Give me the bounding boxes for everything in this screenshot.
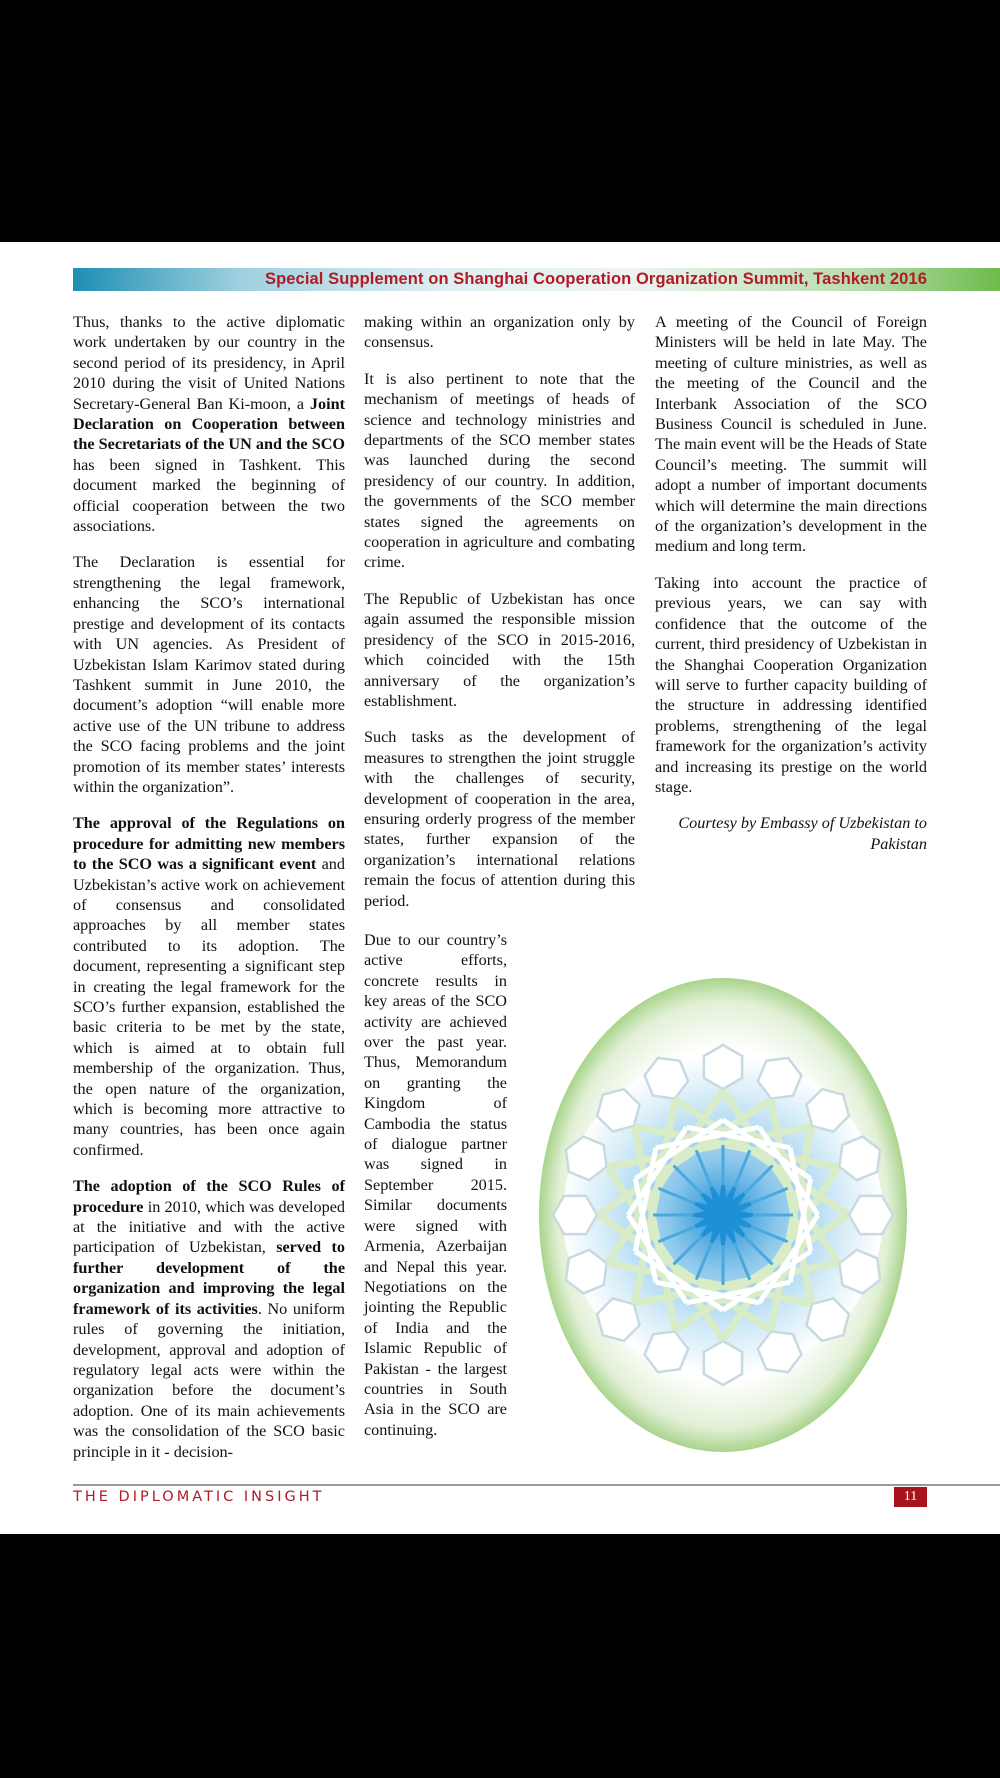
paragraph: It is also pertinent to note that the mechanism of meetings of heads of science and technology ministries and departments of the SCO member states was launched during the second presidency of our country. In addition, the governments of the SCO member states signed the agreements on cooperation in agriculture and combating crime. (364, 369, 635, 572)
supplement-banner (73, 268, 1000, 291)
paragraph: The Declaration is essential for strengthening the legal framework, enhancing the SCO’s international prestige and development of its contacts with UN agencies. As President of Uzbekistan Islam Karimov stated during Tashkent summit in June 2010, the document’s adoption “will enable more active use of the UN tribune to address the SCO facing problems and the joint promotion of its member states’ interests within the organization”. (73, 553, 345, 796)
paragraph: Such tasks as the development of measures to strengthen the joint struggle with the challenges of security, development of cooperation in the area, ensuring orderly progress of the member states, further expansion of the organization’s international relations remain the focus of attention during this period. (364, 728, 635, 910)
paragraph: Due to our country’s active efforts, concrete results in key areas of the SCO activity are achieved over the past year. Thus, Memorandum on granting the Kingdom of Cambodia the status of dialogue partner was signed in September 2015. Similar documents were signed with Armenia, Azerbaijan and Nepal this year. Negotiations on the jointing the Republic of India and the Islamic Republic of Pakistan - the largest countries in South Asia in the SCO are continuing. (364, 931, 507, 1439)
paragraph (73, 813, 345, 1160)
text-run: and Uzbekistan’s active work on achievement of consensus and consolidated approaches by all member states contributed to its adoption. The document, representing a significant step in creating the legal framework for the SCO’s further expansion, established the basic criteria to be met by the state, which is aimed at to obtain full membership of the organization. Thus, the open nature of the organization, which is becoming more attractive to many countries, has been once again confirmed. (73, 855, 345, 1159)
courtesy-credit: Courtesy by Embassy of Uzbekistan to Pakistan (678, 814, 927, 853)
article-column-2-narrow (364, 930, 507, 1456)
page-number: 11 (894, 1487, 927, 1507)
bold-text: The adoption of the SCO Rules of procedure (73, 1177, 345, 1216)
article-column-2 (364, 312, 635, 927)
geometric-star-emblem-icon (537, 976, 909, 1454)
paragraph: Taking into account the practice of previous years, we can say with confidence that the outcome of the current, third presidency of Uzbekistan in the Shanghai Cooperation Organization will serve to further capacity building of the structure in addressing identified problems, strengthening of the legal framework for the organization’s activity and increasing its prestige on the world stage. (655, 573, 927, 796)
bold-text: served to further development of the organization and improving the legal framework of its activities (73, 1238, 345, 1318)
bold-text: Joint Declaration on Cooperation between the Secretariats of the UN and the SCO (73, 394, 345, 454)
paragraph: making within an organization only by consensus. (364, 313, 635, 352)
paragraph (73, 1176, 345, 1462)
footer-rule (73, 1484, 1000, 1486)
text-run: . No uniform rules of governing the initiation, development, approval and adoption of regulatory legal acts were within the organization before the document’s adoption. One of its main achievements was the consolidation of the SCO basic principle in it - decision- (73, 1299, 345, 1461)
paragraph: A meeting of the Council of Foreign Ministers will be held in late May. The meeting of culture ministries, as well as the meeting of the Council and the Interbank Association of the SCO Business Council is scheduled in June. The main event will be the Heads of State Council’s meeting. The summit will adopt a number of important documents which will determine the main directions of the organization’s development in the medium and long term. (655, 313, 927, 556)
text-run: in 2010, which was developed at the initiative and with the active participation of Uzbekistan, (73, 1197, 345, 1257)
bold-text: The approval of the Regulations on procedure for admitting new members to the SCO was a significant event (73, 814, 345, 874)
paragraph: The Republic of Uzbekistan has once again assumed the responsible mission presidency of the SCO in 2015-2016, which coincided with the 15th anniversary of the organization’s establishment. (364, 589, 635, 710)
banner-title: Special Supplement on Shanghai Cooperation Organization Summit, Tashkent 2016 (264, 270, 927, 288)
magazine-page (0, 242, 1000, 1534)
paragraph (73, 312, 345, 536)
text-run: has been signed in Tashkent. This document marked the beginning of official cooperation between the two associations. (73, 455, 345, 536)
text-run: Thus, thanks to the active diplomatic work undertaken by our country in the second period of its presidency, in April 2010 during the visit of United Nations Secretary-General Ban Ki-moon, a (73, 313, 345, 413)
publication-title: THE DIPLOMATIC INSIGHT (73, 1489, 325, 1505)
article-column-1 (73, 312, 345, 1478)
article-column-3 (655, 312, 927, 870)
